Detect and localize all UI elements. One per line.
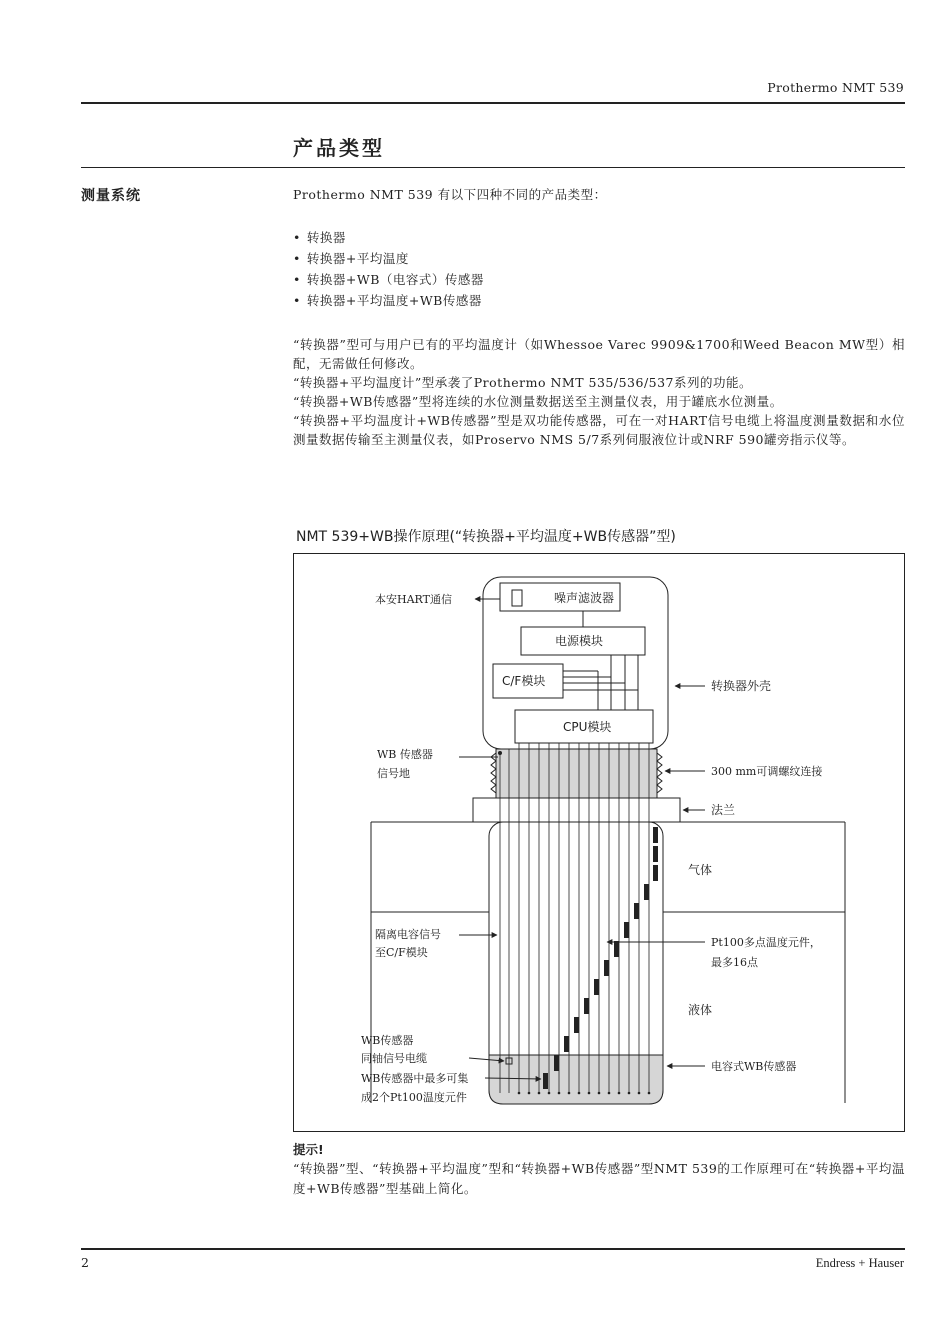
label-coax-1: WB传感器 bbox=[361, 1034, 414, 1047]
type-item: • 转换器+WB（电容式）传感器 bbox=[293, 269, 484, 290]
connector-icon bbox=[512, 590, 522, 606]
operating-principle-diagram bbox=[293, 553, 905, 1133]
label-thread: 300 mm可调螺纹连接 bbox=[711, 765, 823, 778]
description-paragraph: “转换器+WB传感器”型将连续的水位测量数据送至主测量仪表，用于罐底水位测量。 bbox=[293, 394, 783, 409]
header-product-name: Prothermo NMT 539 bbox=[767, 80, 904, 95]
intro-text: Prothermo NMT 539 有以下四种不同的产品类型： bbox=[293, 187, 607, 202]
footer-rule bbox=[81, 1248, 905, 1250]
section-rule bbox=[81, 167, 905, 168]
section-title: 产品类型 bbox=[293, 136, 385, 160]
note-heading: 提示! bbox=[293, 1142, 324, 1157]
label-wb-ground-1: WB 传感器 bbox=[377, 748, 433, 761]
label-gas: 气体 bbox=[688, 863, 713, 877]
module-wiring bbox=[563, 611, 638, 710]
label-hart: 本安HART通信 bbox=[375, 593, 452, 606]
page-number: 2 bbox=[81, 1255, 89, 1270]
side-heading: 测量系统 bbox=[81, 188, 141, 204]
thread-zigzag-left bbox=[491, 753, 496, 793]
label-flange: 法兰 bbox=[711, 803, 736, 817]
label-wb-max-1: WB传感器中最多可集 bbox=[361, 1072, 469, 1085]
label-noise-filter: 噪声滤波器 bbox=[554, 591, 615, 605]
label-wb-max-2: 成2个Pt100温度元件 bbox=[361, 1091, 467, 1104]
threaded-connection bbox=[496, 749, 657, 798]
label-power-module: 电源模块 bbox=[555, 634, 604, 648]
header-rule bbox=[81, 102, 905, 104]
label-cf-module: C/F模块 bbox=[502, 674, 546, 688]
pt100-elements bbox=[543, 827, 658, 1089]
note-text: “转换器”型、“转换器+平均温度”型和“转换器+WB传感器”型NMT 539的工作原理可在“转换器+平均温度+WB传感器”型基础上简化。 bbox=[293, 1161, 905, 1196]
label-coax-2: 同轴信号电缆 bbox=[361, 1052, 427, 1065]
label-cpu-module: CPU模块 bbox=[563, 720, 612, 734]
wb-sensor-zone bbox=[489, 1055, 663, 1104]
thread-zigzag-right bbox=[657, 753, 662, 793]
label-cap-wb: 电容式WB传感器 bbox=[711, 1060, 797, 1073]
type-list bbox=[293, 227, 484, 311]
label-housing: 转换器外壳 bbox=[711, 679, 772, 693]
description-paragraph: “转换器+平均温度计+WB传感器”型是双功能传感器，可在一对HART信号电缆上将温度测量数据和水位测量数据传输至主测量仪表，如Proservo NMS 5/7系列伺服液位计或NRF 590罐旁指示仪等。 bbox=[293, 413, 905, 447]
label-isolate-2: 至C/F模块 bbox=[375, 946, 428, 959]
label-wb-ground-2: 信号地 bbox=[377, 767, 410, 780]
description bbox=[293, 335, 905, 449]
type-item: • 转换器 bbox=[293, 227, 484, 248]
description-paragraph: “转换器+平均温度计”型承袭了Prothermo NMT 535/536/537系列的功能。 bbox=[293, 375, 753, 390]
type-item: • 转换器+平均温度+WB传感器 bbox=[293, 290, 484, 311]
label-pt100-2: 最多16点 bbox=[711, 956, 758, 969]
description-paragraph: “转换器”型可与用户已有的平均温度计（如Whessoe Varec 9909&1700和Weed Beacon MW型）相配，无需做任何修改。 bbox=[293, 337, 905, 371]
label-isolate-1: 隔离电容信号 bbox=[375, 928, 441, 941]
label-liquid: 液体 bbox=[688, 1003, 713, 1017]
footer-brand: Endress + Hauser bbox=[815, 1256, 904, 1270]
figure-title: NMT 539+WB操作原理(“转换器+平均温度+WB传感器”型) bbox=[296, 529, 676, 545]
type-item: • 转换器+平均温度 bbox=[293, 248, 484, 269]
label-pt100-1: Pt100多点温度元件， bbox=[711, 936, 821, 949]
